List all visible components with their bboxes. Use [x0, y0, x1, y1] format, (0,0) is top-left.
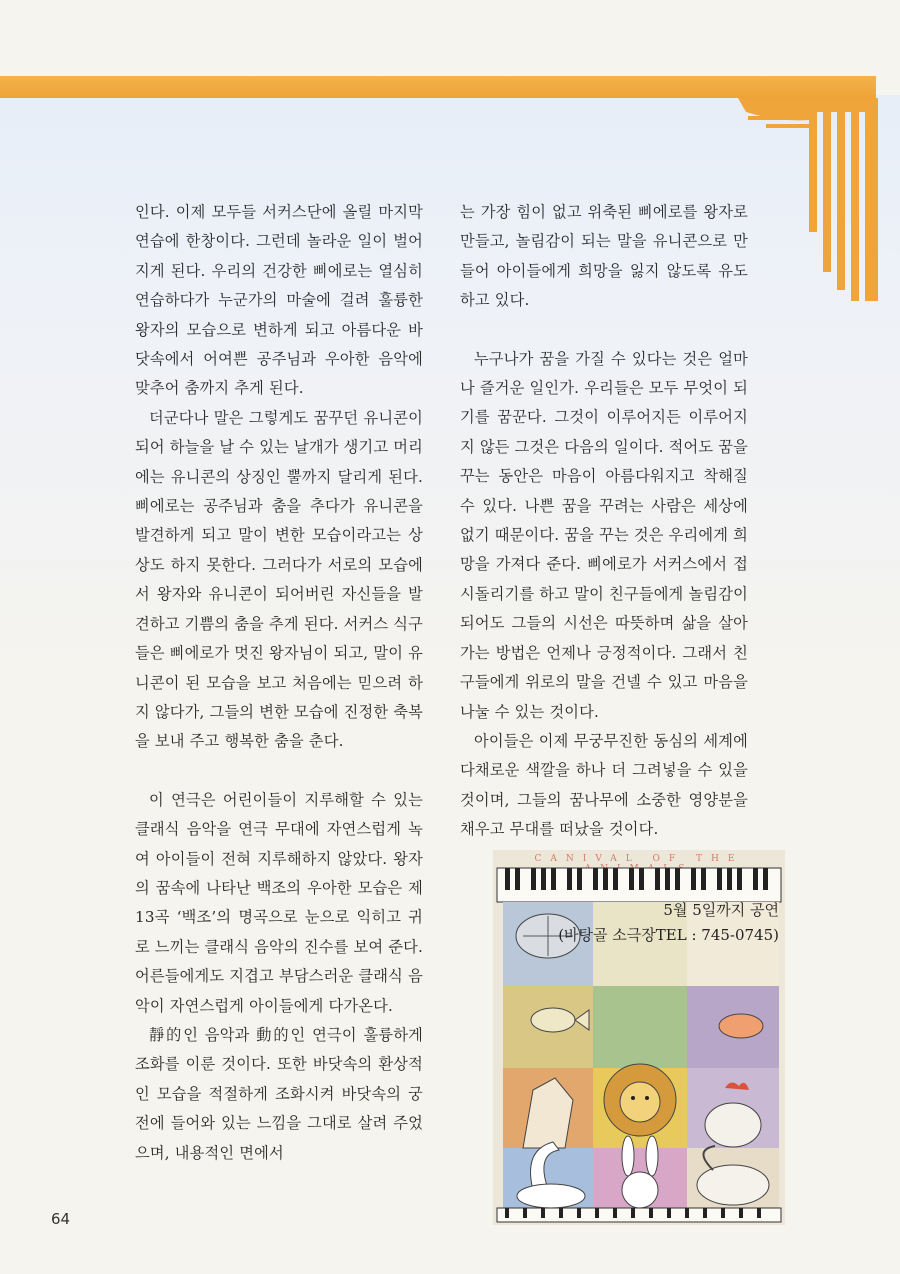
- left-text-column: [135, 198, 423, 1168]
- paragraph: 더군다나 말은 그렇게도 꿈꾸던 유니콘이 되어 하늘을 날 수 있는 날개가 생기고 머리에는 유니콘의 상징인 뿔까지 달리게 된다. 삐에로는 공주님과 춤을 추다가 유니콘을 발견하게 되고 말이 변한 모습이라고는 상상도 하지 못한다. 그러다가 서로의 모습에서 왕자와 유니콘이 되어버린 자신들을 발견하고 기쁨의 춤을 추게 된다. 서커스 식구들은 삐에로가 멋진 왕자님이 되고, 말이 유니콘이 된 모습을 보고 처음에는 믿으려 하지 않다가, 그들의 변한 모습에 진정한 축복을 보내 주고 행복한 춤을 춘다.: [135, 408, 424, 751]
- right-text-column: [460, 198, 748, 845]
- poster-caption: [558, 898, 779, 948]
- paragraph: 靜的인 음악과 動的인 연극이 훌륭하게 조화를 이룬 것이다. 또한 바닷속의 환상적인 모습을 적절하게 조화시켜 바닷속의 궁전에 들어와 있는 느낌을 그대로 살려 주었으며, 내용적인 면에서: [135, 1025, 423, 1162]
- page-number: 64: [51, 1210, 71, 1228]
- paragraph: 인다. 이제 모두들 서커스단에 올릴 마지막 연습에 한창이다. 그런데 놀라운 일이 벌어지게 된다. 우리의 건강한 삐에로는 열심히 연습하다가 누군가의 마술에 걸려 훌륭한 왕자의 모습으로 변하게 되고 아름다운 바닷속에서 어여쁜 공주님과 우아한 음악에 맞추어 춤까지 추게 된다.: [135, 203, 423, 398]
- lion-icon: [604, 1064, 676, 1136]
- paragraph: 누구나가 꿈을 가질 수 있다는 것은 얼마나 즐거운 일인가. 우리들은 모두 무엇이 되기를 꿈꾼다. 그것이 이루어지든 이루어지지 않든 그것은 다음의 일이다. 적어도 꿈을 꾸는 동안은 마음이 아름다워지고 착해질 수 있다. 나쁜 꿈을 꾸려는 사람은 세상에 없기 때문이다. 꿈을 꾸는 것은 우리에게 희망을 가져다 준다. 삐에로가 서커스에서 접시돌리기를 하고 말이 친구들에게 놀림감이 되어도 그들의 시선은 따뜻하며 삶을 살아가는 방법은 언제나 긍정적이다. 그래서 친구들에게 위로의 말을 건넬 수 있고 마음을 나눌 수 있는 것이다.: [460, 349, 749, 721]
- theater-contact: (바탕골 소극장TEL : 745-0745): [558, 926, 779, 944]
- curtain-decoration: [738, 76, 878, 301]
- paragraph: 이 연극은 어린이들이 지루해할 수 있는 클래식 음악을 연극 무대에 자연스럽게 녹여 아이들이 전혀 지루해하지 않았다. 왕자의 꿈속에 나타난 백조의 우아한 모습은 제13곡 ‘백조’의 명곡으로 눈으로 익히고 귀로 느끼는 클래식 음악의 진수를 보여 준다. 어른들에게도 지겹고 부담스러운 클래식 음악이 자연스럽게 아이들에게 다가온다.: [135, 790, 424, 1015]
- poster-illustration: [493, 850, 785, 1225]
- poster-title: CANIVAL OF THE: [534, 854, 744, 864]
- paragraph: 아이들은 이제 무궁무진한 동심의 세계에 다채로운 색깔을 하나 더 그려넣을 수 있을 것이며, 그들의 꿈나무에 소중한 영양분을 채우고 무대를 떠났을 것이다.: [460, 731, 748, 839]
- performance-date: 5월 5일까지 공연: [663, 901, 779, 919]
- paragraph: 는 가장 힘이 없고 위축된 삐에로를 왕자로 만들고, 놀림감이 되는 말을 유니콘으로 만들어 아이들에게 희망을 잃지 않도록 유도하고 있다.: [460, 203, 748, 310]
